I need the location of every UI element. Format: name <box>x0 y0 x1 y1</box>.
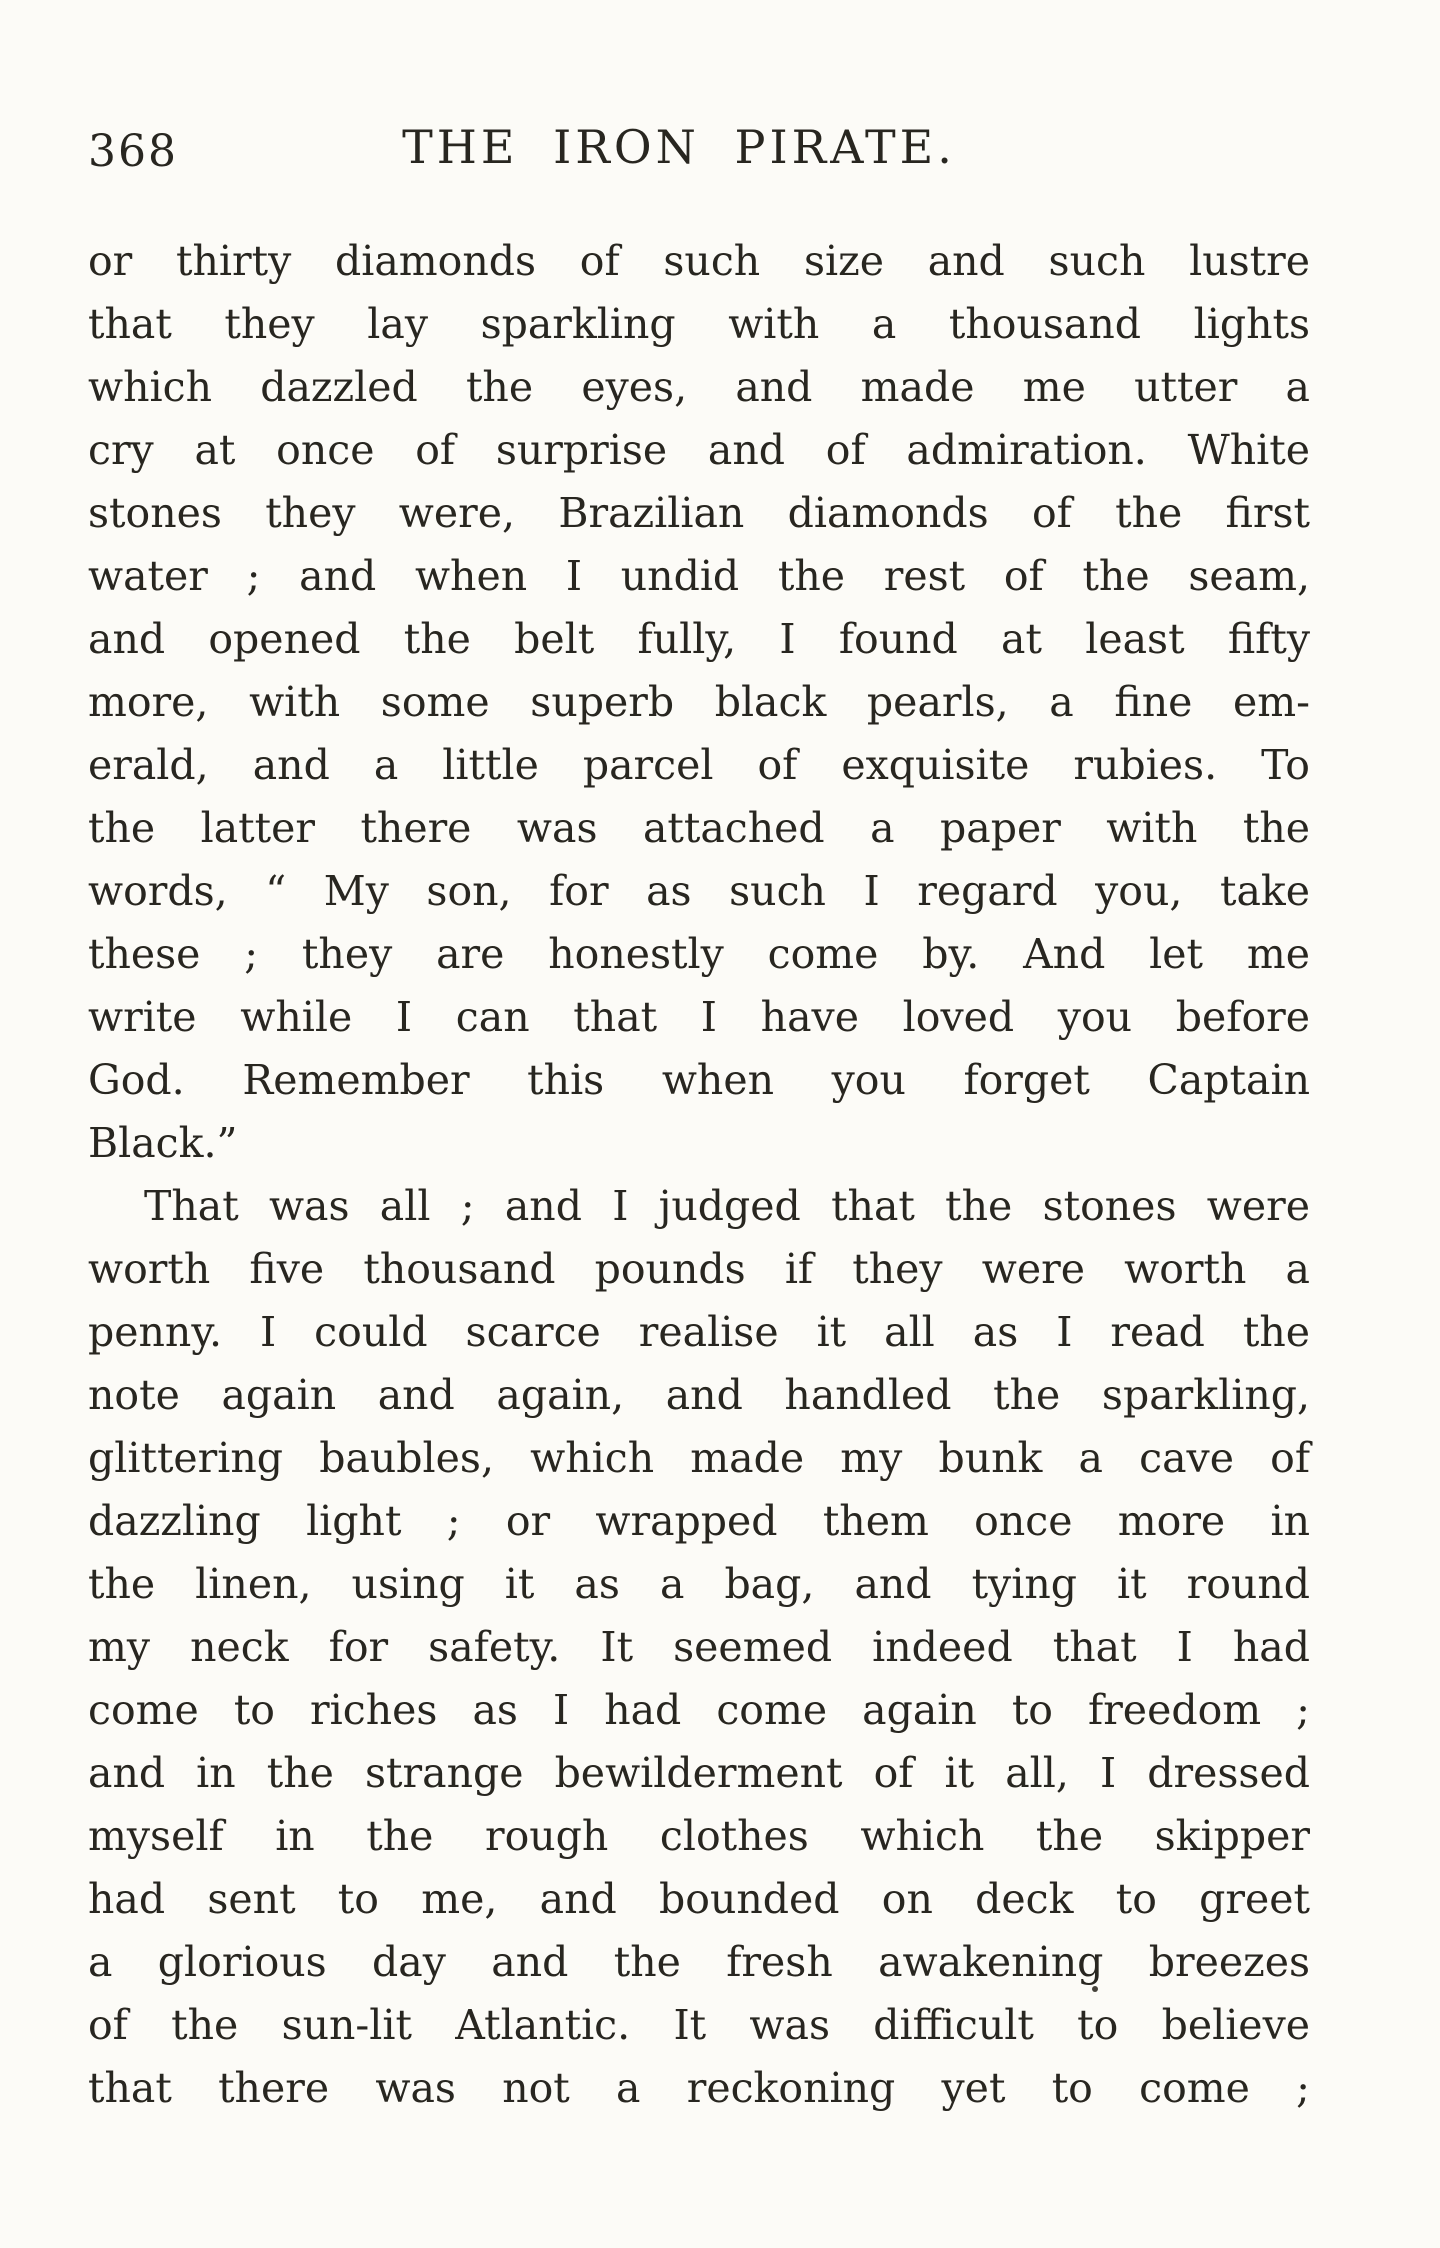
text-line: myself in the rough clothes which the skipper <box>88 1812 1310 1860</box>
text-line: erald, and a little parcel of exquisite rubies. To <box>88 741 1310 789</box>
text-line: glittering baubles, which made my bunk a cave of <box>88 1434 1310 1482</box>
paragraph <box>88 230 1310 1175</box>
text-line: stones they were, Brazilian diamonds of the first <box>88 489 1310 537</box>
text-line: of the sun-lit Atlantic. It was difficult to believe <box>88 2001 1310 2049</box>
text-line: the linen, using it as a bag, and tying it round <box>88 1560 1310 1608</box>
text-line: these ; they are honestly come by. And let me <box>88 930 1310 978</box>
text-line: God. Remember this when you forget Captain <box>88 1056 1310 1104</box>
text-line: more, with some superb black pearls, a fine em- <box>88 678 1310 726</box>
text-line: worth five thousand pounds if they were worth a <box>88 1245 1310 1293</box>
paragraph <box>88 1175 1310 2120</box>
text-line: and in the strange bewilderment of it all, I dressed <box>88 1749 1310 1797</box>
text-line: That was all ; and I judged that the stones were <box>144 1182 1310 1230</box>
text-line: and opened the belt fully, I found at least fifty <box>88 615 1310 663</box>
text-line: had sent to me, and bounded on deck to greet <box>88 1875 1310 1923</box>
page-body <box>88 230 1310 2120</box>
text-line: dazzling light ; or wrapped them once more in <box>88 1497 1310 1545</box>
text-line: which dazzled the eyes, and made me utter a <box>88 363 1310 411</box>
text-line: the latter there was attached a paper with the <box>88 804 1310 852</box>
text-line: note again and again, and handled the sparkling, <box>88 1371 1310 1419</box>
text-line: a glorious day and the fresh awakening breezes <box>88 1938 1310 1986</box>
page-number: 368 <box>88 126 178 177</box>
text-line: my neck for safety. It seemed indeed that I had <box>88 1623 1310 1671</box>
scan-artifact-dot <box>1092 1986 1098 1992</box>
text-line: write while I can that I have loved you before <box>88 993 1310 1041</box>
text-line: Black.” <box>88 1119 238 1167</box>
page-header <box>88 120 1310 186</box>
text-line: cry at once of surprise and of admiration. White <box>88 426 1310 474</box>
text-line: water ; and when I undid the rest of the seam, <box>88 552 1310 600</box>
text-line: words, “ My son, for as such I regard you, take <box>88 867 1310 915</box>
text-line: that there was not a reckoning yet to come ; <box>88 2064 1310 2112</box>
running-title: THE IRON PIRATE. <box>402 120 956 174</box>
text-line: or thirty diamonds of such size and such lustre <box>88 237 1310 285</box>
text-line: come to riches as I had come again to freedom ; <box>88 1686 1310 1734</box>
text-line: that they lay sparkling with a thousand lights <box>88 300 1310 348</box>
text-line: penny. I could scarce realise it all as I read the <box>88 1308 1310 1356</box>
